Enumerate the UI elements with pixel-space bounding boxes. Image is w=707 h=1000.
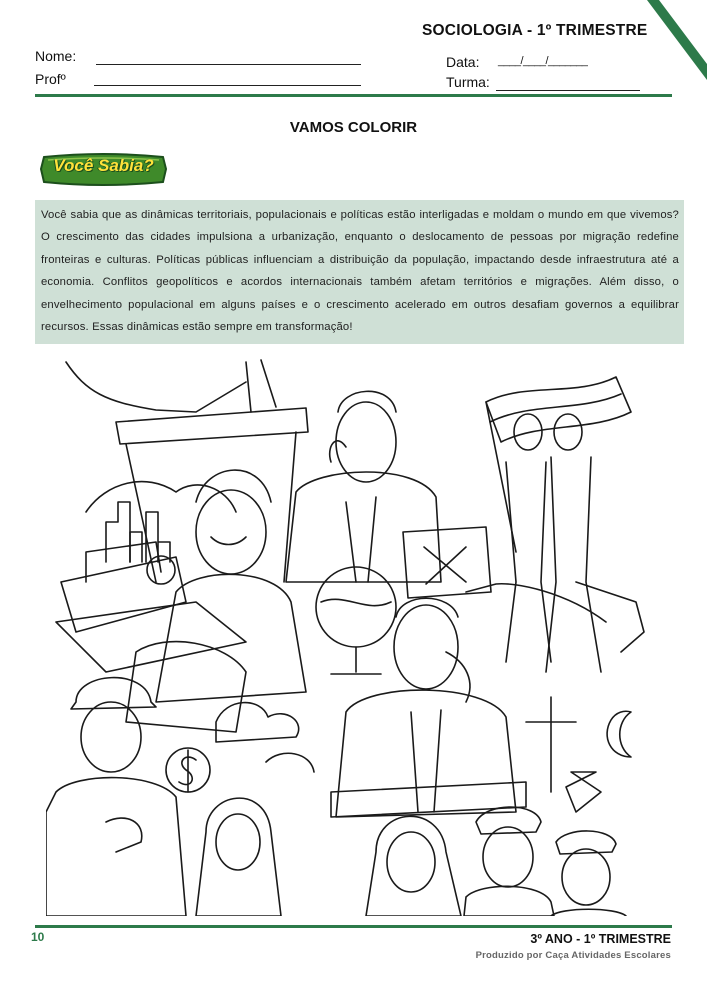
header-divider	[35, 94, 672, 97]
name-field[interactable]	[96, 64, 361, 65]
info-text: Você sabia que as dinâmicas territoriais, populacionais e políticas estão interligadas e moldam o mundo em que vivemos? O crescimento das cidades impulsiona a urbanização, enquanto o deslocamento de pessoas por migração redefine fronteiras e culturas. Políticas públicas influenciam a distribuição da população, impactando desde infraestrutura até a economia. Conflitos geopolíticos e acordos internacionais também afetam territórios e migrações. Além disso, o envelhecimento populacional em alguns países e o crescimento acelerado em outros desafiam governos a equilibrar recursos. Essas dinâmicas estão sempre em transformação!	[41, 209, 679, 334]
badge-label: Você Sabia?	[53, 156, 154, 175]
class-label: Turma:	[446, 74, 490, 90]
coloring-illustration	[46, 352, 655, 916]
footer-divider	[35, 925, 672, 928]
corner-decoration	[647, 0, 707, 80]
class-field[interactable]	[496, 90, 640, 91]
subject-heading: SOCIOLOGIA - 1º TRIMESTRE	[422, 22, 648, 39]
page-title: VAMOS COLORIR	[289, 119, 418, 136]
date-label: Data:	[446, 54, 480, 70]
footer-credit: Produzido por Caça Atividades Escolares	[475, 950, 671, 961]
name-label: Nome:	[35, 48, 77, 64]
teacher-label: Profº	[35, 71, 66, 87]
page-number: 10	[31, 930, 45, 944]
teacher-field[interactable]	[94, 85, 361, 86]
date-field[interactable]: ____/____/_______	[498, 55, 588, 67]
footer-grade: 3º ANO - 1º TRIMESTRE	[530, 932, 671, 946]
info-box	[35, 200, 684, 344]
